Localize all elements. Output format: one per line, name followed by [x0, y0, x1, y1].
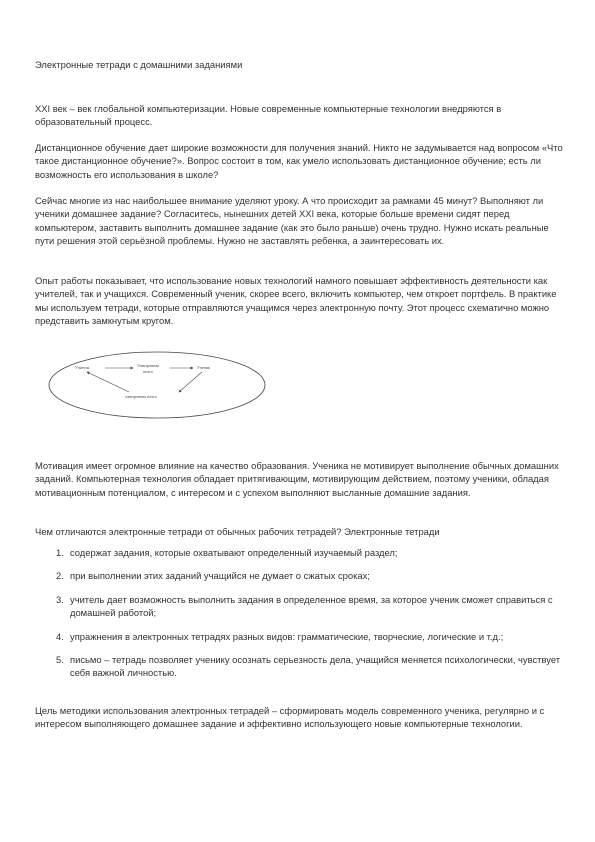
paragraph-question: Чем отличаются электронные тетради от обычных рабочих тетрадей? Электронные тетради: [35, 526, 440, 537]
list-item: [35, 653, 565, 680]
list-item-number: 3.: [56, 593, 64, 605]
list-item: [35, 546, 565, 559]
list-item: [35, 569, 565, 582]
list-item-number: 5.: [56, 654, 64, 666]
arrow-bottom-to-teacher: [87, 372, 129, 392]
paragraph-distance-learning: Дистанционное обучение дает широкие возможности для получения знаний. Никто не задумывается над вопросом «Что такое дистанционное обучение?». Вопрос состоит в том, как умело использовать дистанционное обучение; есть ли возможность его использования в школе?: [35, 142, 563, 180]
paragraph-goal: Цель методики использования электронных тетрадей – сформировать модель современного ученика, регулярно и с интересом выполняющего домашнее задание и эффективно использующего новые компьютерные технологии.: [35, 705, 545, 730]
list-item-text: письмо – тетрадь позволяет ученику осознать серьезность дела, учащийся меняется психологически, чувствует себя важной личностью.: [70, 654, 561, 679]
cycle-diagram: [47, 350, 267, 420]
diagram-node-email-line1: Электронная: [137, 363, 159, 368]
arrow-student-to-bottom: [179, 372, 202, 392]
list-item-number: 2.: [56, 570, 64, 582]
diagram-node-student: Ученик: [197, 365, 210, 370]
document-title: Электронные тетради с домашними заданиями: [35, 59, 243, 70]
list-item-number: 1.: [56, 547, 64, 558]
diagram-node-email-line2: почта: [143, 369, 153, 374]
list-item-text: упражнения в электронных тетрадях разных видов: грамматические, творческие, логические и т.д.;: [70, 630, 504, 642]
diagram-node-bottom-email: электронная почта: [125, 394, 157, 399]
paragraph-experience: Опыт работы показывает, что использование новых технологий намного повышает эффективность деятельности как учителей, так и учащихся. Современный ученик, скорее всего, включить компьютер, чем откроет портфель. В практике мы используем тетради, которые отправляются учащимся через электронную почту. Этот процесс схематично можно представить замкнутым кругом.: [35, 275, 557, 327]
list-item: [35, 630, 565, 643]
cycle-ellipse: [49, 352, 265, 418]
list-item-number: 4.: [56, 630, 64, 642]
features-list: [35, 546, 565, 690]
list-item: [35, 593, 565, 620]
list-item-text: учитель дает возможность выполнить задания в определенное время, за которое ученик сможет справиться с домашней работой;: [70, 593, 553, 619]
paragraph-homework: Сейчас многие из нас наибольшее внимание уделяют уроку. А что происходит за рамками 45 минут? Выполняют ли ученики домашнее задание? Согласитесь, нынешних детей XXI века, которые больше времени сидят перед компьютером, заставить выполнить домашнее задание (как это было раньше) очень трудно. Нужно искать реальные пути решения этой серьёзной проблемы. Нужно не заставлять ребенка, а заинтересовать их.: [35, 195, 549, 247]
diagram-node-teacher: Учитель: [75, 365, 90, 370]
list-item-text: при выполнении этих заданий учащийся не думает о сжатых сроках;: [70, 570, 370, 582]
paragraph-motivation: Мотивация имеет огромное влияние на качество образования. Ученика не мотивирует выполнение обычных домашних заданий. Компьютерная технология обладает притягивающим, мотивирующим действием, поэтому ученики, обладая мотивационным потенциалом, с интересом и с успехом выполняют высланные домашние задания.: [35, 460, 559, 498]
list-item-text: содержат задания, которые охватывают определенный изучаемый раздел;: [70, 547, 398, 558]
paragraph-intro: XXI век – век глобальной компьютеризации. Новые современные компьютерные технологии внедряются в образовательный процесс.: [35, 103, 502, 128]
